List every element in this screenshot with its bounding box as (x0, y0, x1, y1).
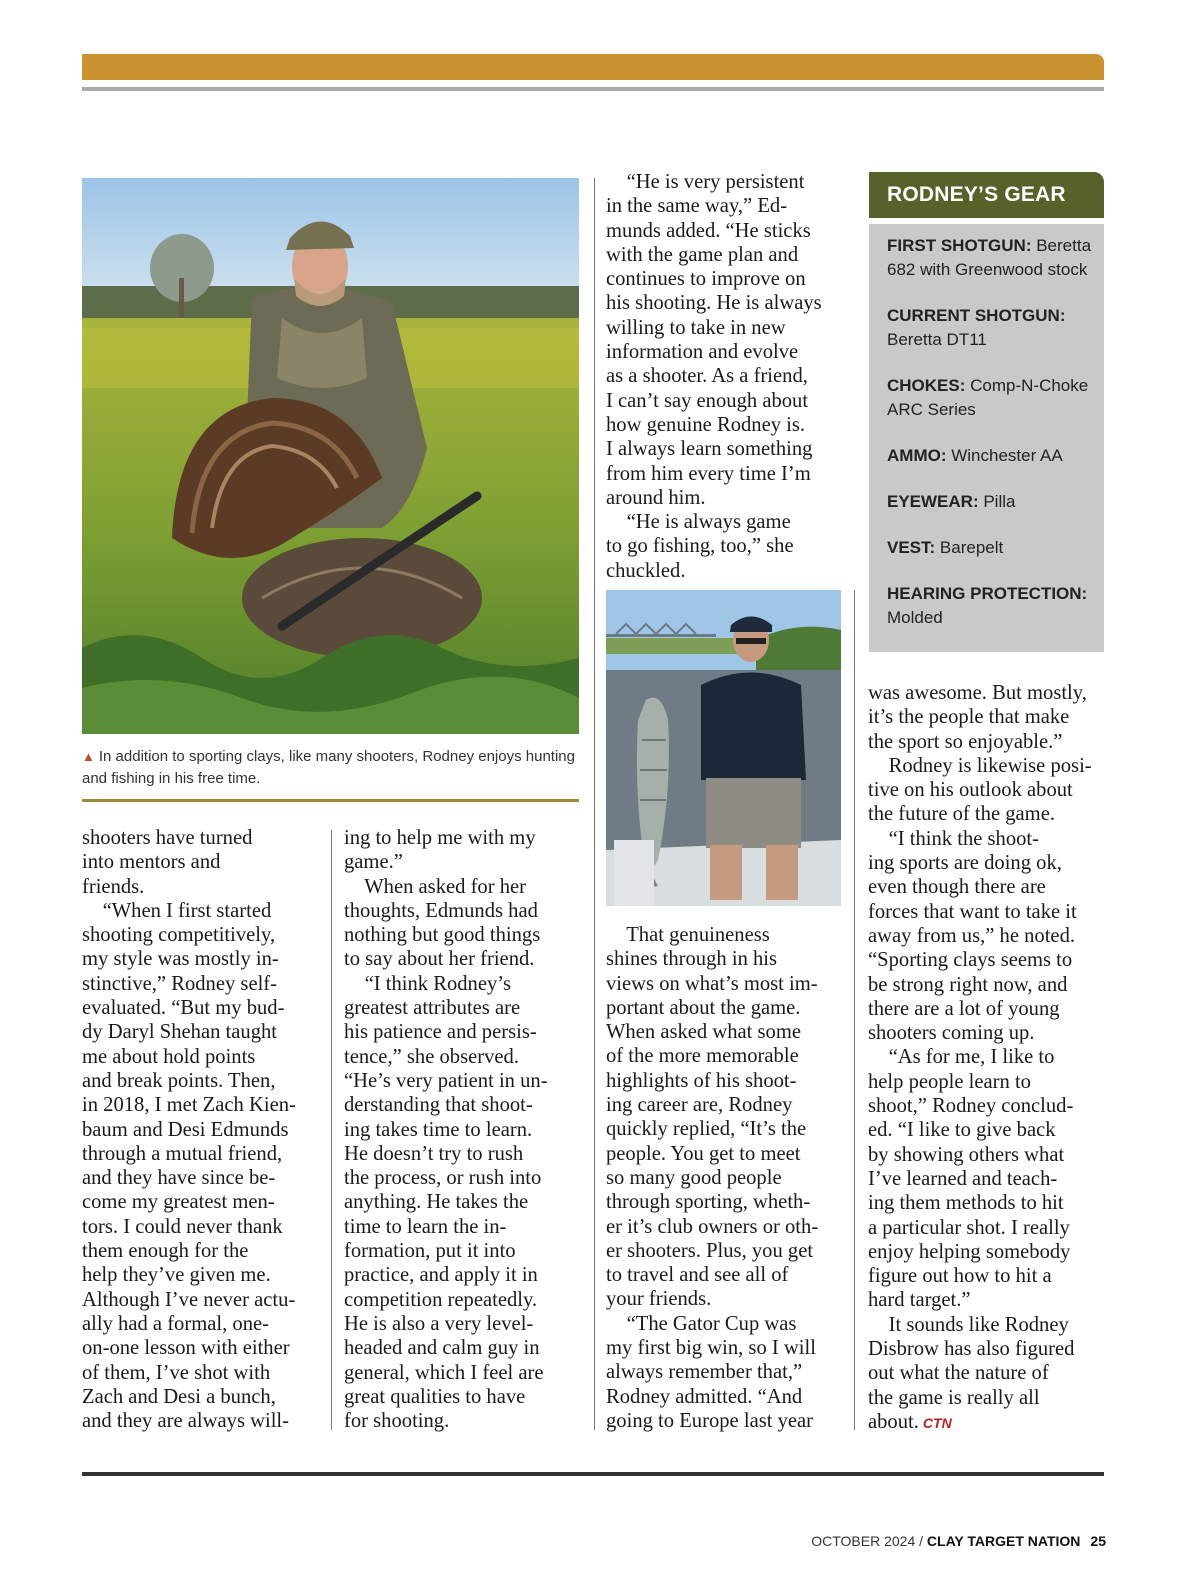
gear-item-chokes (887, 374, 1094, 422)
gear-label: VEST: (887, 538, 936, 557)
gear-value: Comp-N-Choke ARC Series (887, 376, 1089, 419)
caption-rule (82, 799, 579, 802)
footer-date: OCTOBER 2024 / (811, 1533, 927, 1549)
gear-value: Molded (887, 608, 943, 627)
gear-value: Winchester AA (946, 446, 1063, 465)
gear-label: FIRST SHOTGUN: (887, 236, 1032, 255)
gear-sidebar-title: RODNEY’S GEAR (869, 172, 1104, 218)
gear-value: Beretta 682 with Greenwood stock (887, 236, 1092, 279)
gear-label: EYEWEAR: (887, 492, 979, 511)
gear-label: CURRENT SHOTGUN: (887, 306, 1066, 325)
article-column-1: shooters have turned into mentors and friends. “When I first started shooting competitively, my style was mostly in- stinctive,” Rodney self- evaluated. “But my bud- dy Daryl Shehan taught me about hold points and break points. Then, in 2018, I met Zach Kien- baum and Desi Edmunds through a mutual friend, and they have since be- come my greatest men- tors. I could never thank them enough for the help they’ve given me. Although I’ve never actu- ally had a formal, one- on-one lesson with either of them, I’ve shot with Zach and Desi a bunch, and they are always will- (82, 827, 296, 1433)
article-column-4-text: was awesome. But mostly, it’s the people that make the sport so enjoyable.” Rodney is likewise posi- tive on his outlook about the future of the game. “I think the shoot- ing sports are doing ok, even though there are forces that want to take it away from us,” he noted. “Sporting clays seems to be strong right now, and there are a lot of young shooters coming up. “As for me, I like to help people learn to shoot,” Rodney conclud- ed. “I like to give back by showing others what I’ve learned and teach- ing them methods to hit a particular shot. I really enjoy helping somebody figure out how to hit a hard target.” It sounds like Rodney Disbrow has also figured out what the nature of the game is really all about. (868, 682, 1092, 1433)
gear-item-first-shotgun (887, 234, 1094, 282)
column-divider-1 (331, 830, 332, 1430)
gear-sidebar-list (869, 224, 1104, 652)
gear-label: HEARING PROTECTION: (887, 584, 1088, 603)
gear-value: Beretta DT11 (887, 330, 987, 349)
article-column-4 (868, 681, 1108, 1435)
column-divider-2 (594, 178, 595, 1430)
gear-label: CHOKES: (887, 376, 966, 395)
gear-label: AMMO: (887, 446, 947, 465)
gear-item-eyewear (887, 490, 1094, 514)
hunting-photo (82, 178, 579, 734)
page-footer (811, 1533, 1106, 1549)
fishing-photo (606, 590, 841, 906)
gear-value: Barepelt (935, 538, 1004, 557)
footer-magazine-name: CLAY TARGET NATION (926, 1533, 1081, 1549)
footer-page-number: 25 (1090, 1533, 1106, 1549)
photo-caption (82, 746, 579, 790)
article-column-3-top: “He is very persistent in the same way,” Ed- munds added. “He sticks with the game plan and continues to improve on his shooting. He is always willing to take in new information and evolve as a shooter. As a friend, I can’t say enough about how genuine Rodney is. I always learn something from him every time I’m around him. “He is always game to go fishing, too,” she chuckled. (606, 171, 822, 582)
footer-rule (82, 1472, 1104, 1476)
article-column-3-bottom: That genuineness shines through in his views on what’s most im- portant about the game. When asked what some of the more memorable highlights of his shoot- ing career are, Rodney quickly replied, “It’s the people. You get to meet so many good people through sporting, wheth- er it’s club owners or oth- er shooters. Plus, you get to travel and see all of your friends. “The Gator Cup was my first big win, so I will always remember that,” Rodney admitted. “And going to Europe last year (606, 924, 819, 1432)
gear-item-ammo (887, 444, 1094, 468)
gear-item-vest (887, 536, 1094, 560)
header-accent-bar (82, 54, 1104, 80)
gear-value: Pilla (978, 492, 1016, 511)
gear-item-hearing-protection (887, 582, 1094, 630)
caption-text: In addition to sporting clays, like many shooters, Rodney enjoys hunting and fishing in his free time. (82, 748, 575, 787)
header-rule (82, 87, 1104, 91)
gear-item-current-shotgun (887, 304, 1094, 352)
caption-triangle-icon: ▲ (82, 749, 95, 764)
ctn-end-mark: CTN (922, 1414, 952, 1431)
article-column-2: ing to help me with my game.” When asked for her thoughts, Edmunds had nothing but good things to say about her friend. “I think Rodney’s greatest attributes are his patience and persis- tence,” she observed. “He’s very patient in un- derstanding that shoot- ing takes time to learn. He doesn’t try to rush the process, or rush into anything. He takes the time to learn the in- formation, put it into practice, and apply it in competition repeatedly. He is also a very level- headed and calm guy in general, which I feel are great qualities to have for shooting. (344, 827, 548, 1433)
column-divider-3 (854, 590, 855, 1430)
